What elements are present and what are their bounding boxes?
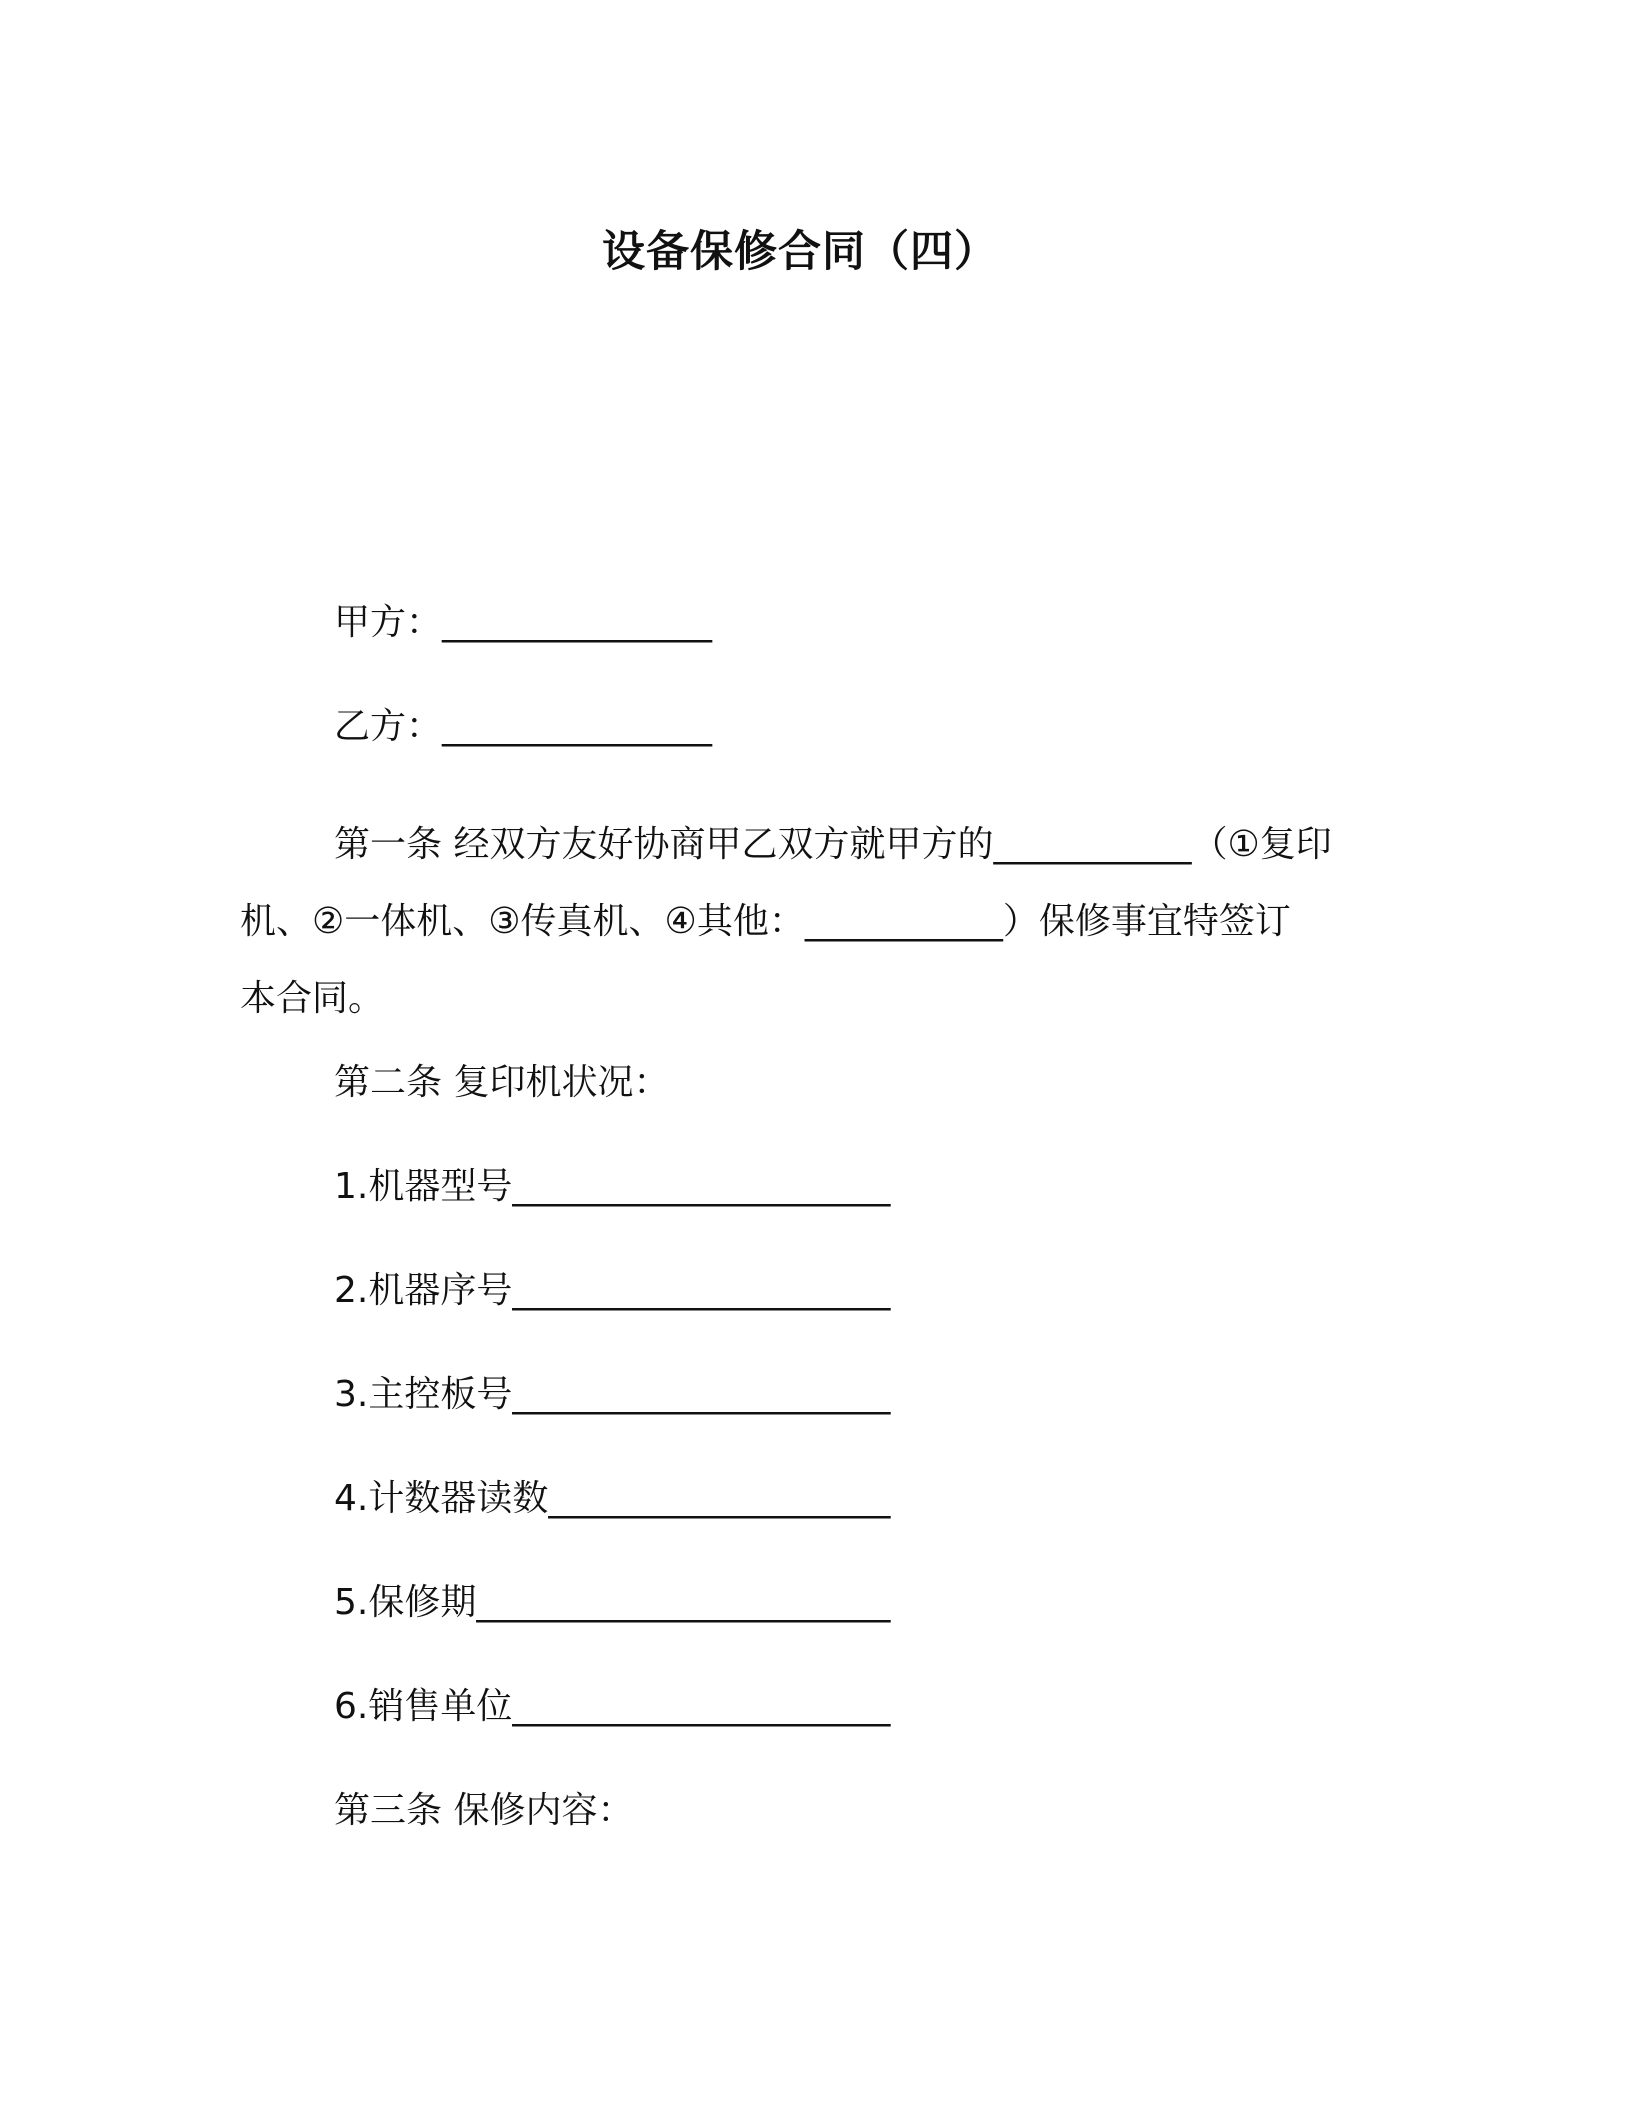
- article-1-text-part3: 本合同。: [240, 978, 385, 1019]
- machine-info-item: 4.计数器读数___________________: [334, 1478, 891, 1519]
- machine-info-item: 5.保修期_______________________: [334, 1582, 891, 1623]
- machine-info-item: 6.销售单位_____________________: [334, 1686, 891, 1727]
- party-a-line: 甲方：_______________: [334, 602, 713, 643]
- document-title: 设备保修合同（四）: [602, 227, 998, 277]
- article-1-text-part1: 第一条 经双方友好协商甲乙双方就甲方的___________（①复印: [334, 824, 1332, 865]
- article-2-heading: 第二条 复印机状况：: [334, 1062, 670, 1103]
- party-b-line: 乙方：_______________: [334, 706, 713, 747]
- machine-info-item: 3.主控板号_____________________: [334, 1374, 891, 1415]
- article-3-heading: 第三条 保修内容：: [334, 1790, 634, 1831]
- machine-info-item: 2.机器序号_____________________: [334, 1270, 891, 1311]
- machine-info-item: 1.机器型号_____________________: [334, 1166, 891, 1207]
- article-1-text-part2: 机、②一体机、③传真机、④其他：___________）保修事宜特签订: [240, 901, 1291, 942]
- article-1-paragraph: [240, 806, 1372, 1037]
